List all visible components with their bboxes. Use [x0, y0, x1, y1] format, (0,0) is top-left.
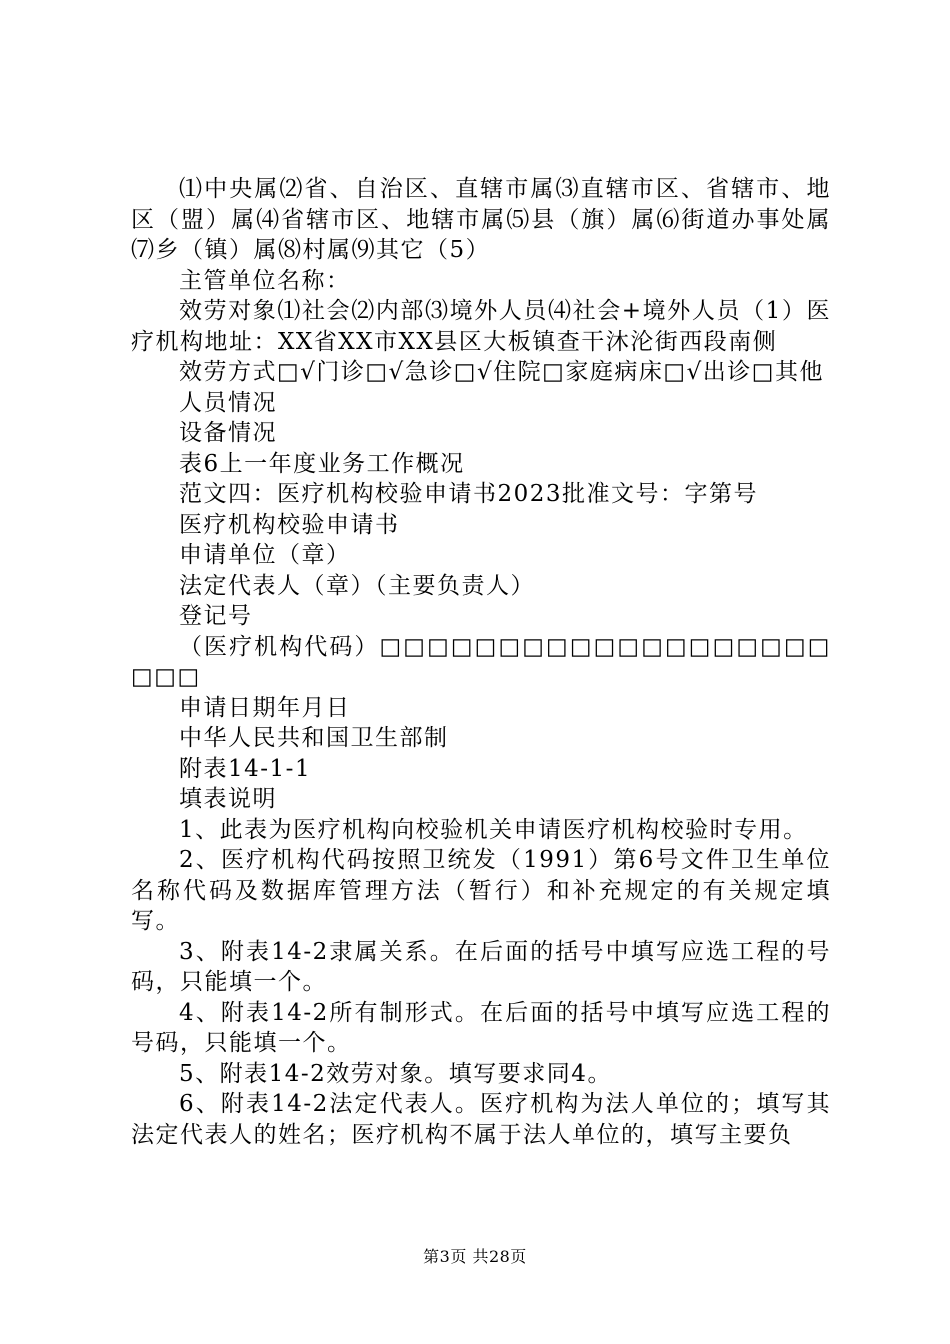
paragraph-legal-representative: 法定代表人（章）（主要负责人） [179, 572, 535, 599]
paragraph-annex-number: 附表14-1-1 [179, 755, 312, 782]
paragraph-instruction-2: 2、医疗机构代码按照卫统发（1991）第6号文件卫生单位名称代码及数据库管理方法（暂行）和补充规定的有关规定填写。 [131, 847, 831, 934]
paragraph-instruction-5: 5、附表14-2效劳对象。填写要求同4。 [179, 1060, 612, 1087]
document-body [131, 174, 831, 1150]
paragraph-applicant-unit: 申请单位（章） [179, 542, 351, 568]
paragraph-affiliation-options: ⑴中央属⑵省、自治区、直辖市属⑶直辖市区、省辖市、地区（盟）属⑷省辖市区、地辖市属⑸县（旗）属⑹街道办事处属⑺乡（镇）属⑻村属⑼其它（5） [131, 176, 831, 263]
paragraph-instruction-6: 6、附表14-2法定代表人。医疗机构为法人单位的；填写其法定代表人的姓名；医疗机构不属于法人单位的，填写主要负 [131, 1091, 831, 1148]
paragraph-application-title: 医疗机构校验申请书 [179, 511, 400, 538]
paragraph-service-target-address: 效劳对象⑴社会⑵内部⑶境外人员⑷社会+境外人员（1）医疗机构地址：XX省XX市XX县区大板镇查干沐沦街西段南侧 [131, 298, 831, 355]
paragraph-application-date: 申请日期年月日 [179, 694, 351, 721]
paragraph-instruction-3: 3、附表14-2隶属关系。在后面的括号中填写应选工程的号码，只能填一个。 [131, 938, 831, 995]
paragraph-institution-code: （医疗机构代码）□□□□□□□□□□□□□□□□□□□□□□ [131, 633, 831, 690]
paragraph-table6: 表6上一年度业务工作概况 [179, 450, 465, 477]
paragraph-service-mode: 效劳方式□√门诊□√急诊□√住院□家庭病床□√出诊□其他 [179, 359, 825, 385]
paragraph-registration-number: 登记号 [179, 603, 253, 629]
paragraph-staff: 人员情况 [179, 389, 277, 416]
paragraph-instruction-4: 4、附表14-2所有制形式。在后面的括号中填写应选工程的号码，只能填一个。 [131, 999, 831, 1056]
paragraph-instruction-1: 1、此表为医疗机构向校验机关申请医疗机构校验时专用。 [179, 816, 808, 843]
paragraph-instructions-heading: 填表说明 [179, 786, 277, 812]
paragraph-supervising-unit: 主管单位名称： [179, 267, 351, 294]
paragraph-equipment: 设备情况 [179, 420, 277, 446]
paragraph-issuer: 中华人民共和国卫生部制 [179, 725, 449, 751]
page-number-footer: 第3页 共28页 [423, 1247, 527, 1266]
paragraph-sample4-heading: 范文四：医疗机构校验申请书2023批准文号：字第号 [179, 481, 759, 507]
